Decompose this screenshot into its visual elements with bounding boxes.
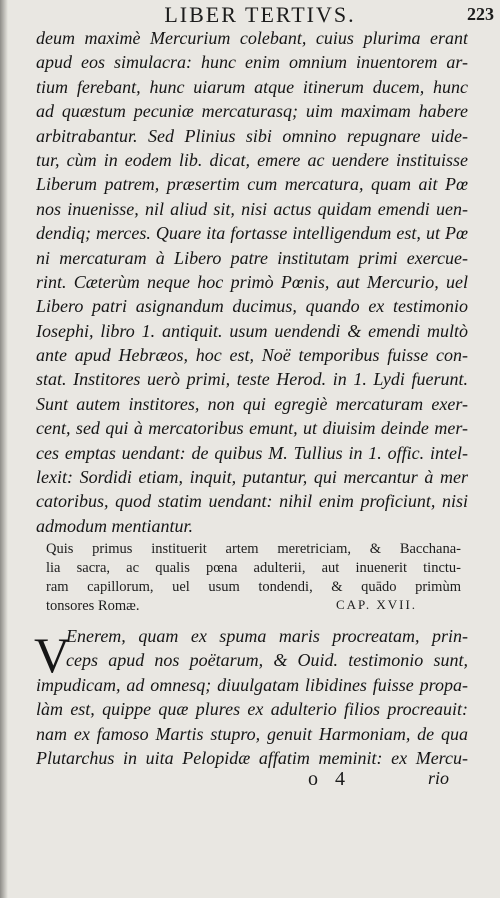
text-line: deum maximè Mercurium colebant, cuius plurima erant [36,28,468,48]
text-line: ni mercaturam à Libero patre institutam primi exercue- [36,247,468,268]
text-line: Libero patri asignandum ducimus, quando ex testimonio [36,296,468,317]
text-line: Plutarchus in uita Pelopidæ affatim meminit: ex Mercu- [36,747,468,768]
summary-line: ram capillorum, uel usum tondendi, & quādo primùm [46,579,461,595]
text-line: apud eos simulacra: hunc enim omnium inuentorem ar- [36,52,468,73]
text-line: Sunt autem institores, non qui egregiè mercaturam exer- [36,393,468,414]
text-line: impudicam, ad omnesq; diuulgatam libidines fuisse propa- [36,674,468,695]
signature-mark: o 4 [308,768,351,790]
drop-capital: V [34,627,71,683]
catchword: rio [428,768,450,788]
paragraph-1 [36,26,468,538]
text-line: làm est, quippe quæ plures ex adulterio filios procreauit: [36,699,468,720]
summary-line: Quis primus instituerit artem meretriciam, & Bacchana- [46,541,461,557]
summary-line: tonsores Romæ. [46,598,140,614]
text-line: Enerem, quam ex spuma maris procreatam, prin- [66,626,468,646]
text-line: stat. Institores uerò primi, teste Herod. in 1. Lydi fuerunt. [36,369,468,390]
text-line: tur, cùm in eodem lib. dicat, emere ac uendere instituisse [36,149,468,170]
text-line: Liberum patrem, præsertim cum mercatura, quam ait Pœ [36,174,468,195]
text-line: nam ex famoso Martis stupro, genuit Harmoniam, de qua [36,723,468,744]
text-line: ante apud Hebræos, hoc est, Noë temporibus fuisse con- [36,345,468,366]
text-line: catoribus, quod statim uendant: nihil enim proficiunt, nisi [36,491,468,512]
text-line: rint. Cæterùm neque hoc primò Pœnis, aut Mercurio, uel [36,271,468,292]
running-title: LIBER TERTIVS. [164,2,356,27]
text-line: ad quæstum pecuniæ mercaturasq; uim maximam habere [36,101,468,122]
text-line: arbitrabantur. Sed Plinius sibi omnino repugnare uide- [36,125,468,146]
text-line: ces emptas uendant: de quibus M. Tullius in 1. offic. intel- [36,442,468,463]
text-line: nos inuenisse, nil aliud sit, nisi actus quidam emendi uen- [36,198,468,219]
text-line: tium ferebant, hunc uiarum atque itinerum ducem, hunc [36,76,468,97]
chapter-label: CAP. XVII. [336,597,418,612]
text-line: cent, sed qui à mercatoribus emunt, ut diuisim deinde mer- [36,418,468,439]
page-gutter-shadow [0,0,8,898]
text-line: Iosephi, libro 1. antiquit. usum uendendi & emendi multò [36,320,468,341]
page-number: 223 [467,4,494,24]
summary-line: lia sacra, ac qualis pœna adulterii, aut inuenerit tinctu- [46,560,461,576]
text-line: ceps apud nos poëtarum, & Ouid. testimonio sunt, [66,650,468,671]
text-line: dendiq; merces. Quare ita fortasse intelligendum est, ut Pœ [36,223,468,244]
text-line: lexit: Sordidi etiam, inquit, putantur, qui mercantur à mer [36,467,468,488]
text-line: admodum mentiantur. [36,515,193,536]
paragraph-2 [36,624,468,770]
